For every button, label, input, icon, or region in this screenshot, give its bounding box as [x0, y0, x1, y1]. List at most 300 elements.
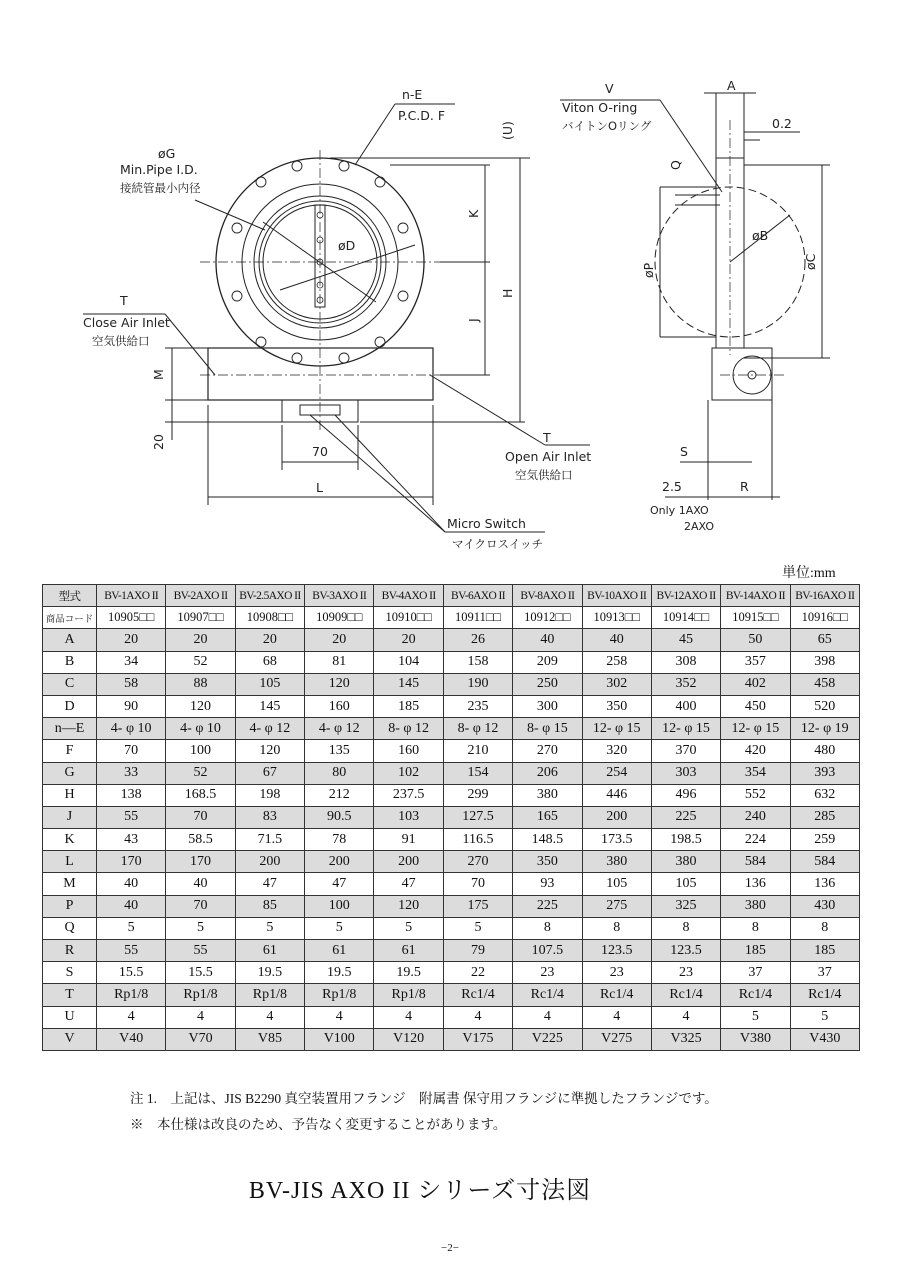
table-cell: 145: [374, 673, 443, 695]
table-cell: 160: [305, 695, 374, 717]
table-row: [43, 940, 860, 962]
table-cell: 93: [513, 873, 582, 895]
table-cell: 15.5: [97, 962, 166, 984]
table-cell: 20: [235, 629, 304, 651]
table-row: [43, 651, 860, 673]
table-cell: 10916□□: [790, 607, 859, 629]
label-l: L: [316, 480, 323, 495]
label-close-air: Close Air Inlet: [83, 315, 170, 330]
table-cell: 308: [651, 651, 720, 673]
table-cell: 8: [721, 917, 790, 939]
label-micro-switch-ja: マイクロスイッチ: [452, 537, 544, 551]
table-cell: 210: [443, 740, 512, 762]
table-cell: BV-10AXO II: [582, 585, 651, 607]
table-cell: 200: [374, 851, 443, 873]
label-min-pipe: Min.Pipe I.D.: [120, 162, 198, 177]
table-cell: Rc1/4: [651, 984, 720, 1006]
table-cell: 105: [582, 873, 651, 895]
table-cell: 259: [790, 829, 859, 851]
table-row: [43, 695, 860, 717]
label-phi-g: øG: [158, 146, 176, 161]
table-cell: 4: [305, 1006, 374, 1028]
table-cell: 70: [97, 740, 166, 762]
row-label: n—E: [43, 718, 97, 740]
table-cell: 70: [166, 806, 235, 828]
table-row: [43, 1006, 860, 1028]
row-label: 型式: [43, 585, 97, 607]
table-cell: BV-14AXO II: [721, 585, 790, 607]
table-cell: V175: [443, 1028, 512, 1050]
table-cell: 85: [235, 895, 304, 917]
label-viton: Viton O-ring: [562, 100, 638, 115]
table-cell: 45: [651, 629, 720, 651]
label-t-open: T: [543, 430, 551, 445]
table-cell: 136: [790, 873, 859, 895]
table-row: [43, 718, 860, 740]
table-cell: 12- φ 19: [790, 718, 859, 740]
table-row: [43, 784, 860, 806]
page-number: −2−: [441, 1242, 459, 1254]
table-cell: 225: [513, 895, 582, 917]
table-cell: 61: [235, 940, 304, 962]
table-cell: V70: [166, 1028, 235, 1050]
label-phi-d: øD: [338, 238, 356, 253]
table-cell: 520: [790, 695, 859, 717]
label-phi-b: øB: [752, 228, 769, 243]
table-cell: BV-2AXO II: [166, 585, 235, 607]
table-cell: V225: [513, 1028, 582, 1050]
table-cell: 102: [374, 762, 443, 784]
table-cell: 120: [166, 695, 235, 717]
table-cell: 584: [790, 851, 859, 873]
table-cell: 300: [513, 695, 582, 717]
table-cell: 8: [513, 917, 582, 939]
label-r: R: [740, 479, 749, 494]
table-cell: 185: [721, 940, 790, 962]
table-cell: 90.5: [305, 806, 374, 828]
table-cell: 15.5: [166, 962, 235, 984]
table-cell: 224: [721, 829, 790, 851]
table-cell: 78: [305, 829, 374, 851]
label-open-air: Open Air Inlet: [505, 449, 592, 464]
table-cell: 70: [166, 895, 235, 917]
table-cell: 107.5: [513, 940, 582, 962]
label-only-1axo: Only 1AXO: [650, 504, 709, 517]
table-cell: V100: [305, 1028, 374, 1050]
table-cell: 10910□□: [374, 607, 443, 629]
table-cell: 158: [443, 651, 512, 673]
table-cell: 270: [443, 851, 512, 873]
table-cell: 104: [374, 651, 443, 673]
table-cell: 270: [513, 740, 582, 762]
table-cell: 58.5: [166, 829, 235, 851]
table-cell: 352: [651, 673, 720, 695]
table-cell: 212: [305, 784, 374, 806]
table-cell: 123.5: [582, 940, 651, 962]
table-cell: V85: [235, 1028, 304, 1050]
label-phi-p: øP: [641, 262, 656, 278]
row-label: G: [43, 762, 97, 784]
table-cell: 5: [721, 1006, 790, 1028]
table-cell: 10915□□: [721, 607, 790, 629]
table-cell: 19.5: [235, 962, 304, 984]
table-cell: 37: [790, 962, 859, 984]
table-cell: V380: [721, 1028, 790, 1050]
table-row: [43, 962, 860, 984]
table-cell: Rp1/8: [235, 984, 304, 1006]
label-phi-c: øC: [803, 253, 818, 270]
table-cell: 20: [305, 629, 374, 651]
table-cell: 40: [513, 629, 582, 651]
table-cell: 8- φ 12: [443, 718, 512, 740]
row-label: C: [43, 673, 97, 695]
table-cell: 250: [513, 673, 582, 695]
table-cell: 91: [374, 829, 443, 851]
table-row: [43, 895, 860, 917]
table-cell: 40: [97, 873, 166, 895]
table-cell: 380: [721, 895, 790, 917]
table-cell: 168.5: [166, 784, 235, 806]
table-cell: 83: [235, 806, 304, 828]
table-cell: 40: [582, 629, 651, 651]
table-cell: 80: [305, 762, 374, 784]
table-cell: 430: [790, 895, 859, 917]
row-label: Q: [43, 917, 97, 939]
table-row: [43, 673, 860, 695]
table-cell: 170: [166, 851, 235, 873]
table-cell: 12- φ 15: [651, 718, 720, 740]
table-cell: 154: [443, 762, 512, 784]
table-cell: 5: [97, 917, 166, 939]
table-cell: 20: [166, 629, 235, 651]
table-cell: 5: [305, 917, 374, 939]
table-cell: 237.5: [374, 784, 443, 806]
table-cell: 120: [374, 895, 443, 917]
table-cell: 4: [374, 1006, 443, 1028]
label-n-e: n-E: [402, 87, 423, 102]
table-cell: 398: [790, 651, 859, 673]
row-label: B: [43, 651, 97, 673]
table-cell: V40: [97, 1028, 166, 1050]
label-open-air-ja: 空気供給口: [515, 468, 573, 482]
table-cell: 235: [443, 695, 512, 717]
table-cell: 10908□□: [235, 607, 304, 629]
row-label: V: [43, 1028, 97, 1050]
table-cell: 5: [443, 917, 512, 939]
table-row: [43, 851, 860, 873]
table-cell: 23: [513, 962, 582, 984]
table-cell: 81: [305, 651, 374, 673]
table-cell: Rc1/4: [513, 984, 582, 1006]
table-cell: 5: [374, 917, 443, 939]
table-cell: 170: [97, 851, 166, 873]
table-cell: 4: [235, 1006, 304, 1028]
table-cell: 200: [235, 851, 304, 873]
table-cell: 198.5: [651, 829, 720, 851]
table-cell: 8- φ 15: [513, 718, 582, 740]
note-1: 注 1. 上記は、JIS B2290 真空装置用フランジ 附属書 保守用フランジに準拠したフランジです。: [130, 1091, 718, 1106]
table-cell: 4: [651, 1006, 720, 1028]
table-cell: 68: [235, 651, 304, 673]
table-cell: 584: [721, 851, 790, 873]
table-cell: 5: [166, 917, 235, 939]
table-cell: 198: [235, 784, 304, 806]
table-cell: 10907□□: [166, 607, 235, 629]
table-cell: 50: [721, 629, 790, 651]
table-row: [43, 829, 860, 851]
table-cell: 148.5: [513, 829, 582, 851]
table-cell: 4- φ 10: [97, 718, 166, 740]
table-cell: 370: [651, 740, 720, 762]
table-cell: 402: [721, 673, 790, 695]
table-row: [43, 917, 860, 939]
table-cell: 10913□□: [582, 607, 651, 629]
row-label: P: [43, 895, 97, 917]
table-cell: V275: [582, 1028, 651, 1050]
table-cell: 165: [513, 806, 582, 828]
table-cell: BV-16AXO II: [790, 585, 859, 607]
row-label: A: [43, 629, 97, 651]
table-cell: 12- φ 15: [582, 718, 651, 740]
table-cell: 10914□□: [651, 607, 720, 629]
label-pcd: P.C.D. F: [398, 108, 446, 123]
table-cell: BV-1AXO II: [97, 585, 166, 607]
table-row: [43, 762, 860, 784]
table-cell: 61: [305, 940, 374, 962]
table-cell: 4: [582, 1006, 651, 1028]
table-cell: 55: [166, 940, 235, 962]
table-cell: 55: [97, 940, 166, 962]
table-cell: 19.5: [305, 962, 374, 984]
table-row: [43, 873, 860, 895]
table-cell: 65: [790, 629, 859, 651]
table-cell: BV-2.5AXO II: [235, 585, 304, 607]
table-cell: 120: [305, 673, 374, 695]
table-row: [43, 740, 860, 762]
table-cell: 393: [790, 762, 859, 784]
table-cell: 4- φ 12: [235, 718, 304, 740]
label-k: K: [466, 209, 481, 218]
table-row: [43, 629, 860, 651]
table-cell: 100: [305, 895, 374, 917]
table-cell: 200: [305, 851, 374, 873]
label-only-2axo: 2AXO: [684, 520, 715, 533]
table-cell: 105: [651, 873, 720, 895]
row-label: S: [43, 962, 97, 984]
unit-label: 単位:mm: [782, 566, 836, 581]
table-cell: 8: [651, 917, 720, 939]
table-cell: 120: [235, 740, 304, 762]
table-cell: BV-8AXO II: [513, 585, 582, 607]
row-label: D: [43, 695, 97, 717]
table-cell: 380: [513, 784, 582, 806]
table-cell: 357: [721, 651, 790, 673]
table-cell: 209: [513, 651, 582, 673]
table-cell: Rc1/4: [790, 984, 859, 1006]
table-cell: BV-4AXO II: [374, 585, 443, 607]
label-micro-switch: Micro Switch: [447, 516, 526, 531]
table-cell: 5: [235, 917, 304, 939]
table-cell: 354: [721, 762, 790, 784]
table-cell: 23: [651, 962, 720, 984]
note-2: ※ 本仕様は改良のため、予告なく変更することがあります。: [130, 1117, 507, 1132]
table-cell: 4: [97, 1006, 166, 1028]
row-label: M: [43, 873, 97, 895]
table-cell: 79: [443, 940, 512, 962]
table-cell: 40: [166, 873, 235, 895]
table-cell: 240: [721, 806, 790, 828]
table-cell: 190: [443, 673, 512, 695]
table-cell: 47: [235, 873, 304, 895]
table-cell: 90: [97, 695, 166, 717]
row-label: U: [43, 1006, 97, 1028]
table-cell: 10909□□: [305, 607, 374, 629]
table-cell: 47: [305, 873, 374, 895]
label-u: (U): [500, 121, 515, 140]
table-cell: 480: [790, 740, 859, 762]
table-cell: 47: [374, 873, 443, 895]
spec-table: [42, 584, 860, 1051]
table-row: [43, 984, 860, 1006]
table-cell: 458: [790, 673, 859, 695]
table-cell: 55: [97, 806, 166, 828]
label-a: A: [727, 78, 736, 93]
label-s: S: [680, 444, 688, 459]
table-cell: BV-6AXO II: [443, 585, 512, 607]
table-cell: 100: [166, 740, 235, 762]
label-0-2: 0.2: [772, 116, 792, 131]
table-cell: 61: [374, 940, 443, 962]
table-cell: 40: [97, 895, 166, 917]
table-cell: 43: [97, 829, 166, 851]
table-cell: 12- φ 15: [721, 718, 790, 740]
table-cell: V430: [790, 1028, 859, 1050]
table-row: [43, 806, 860, 828]
row-label: L: [43, 851, 97, 873]
table-cell: 52: [166, 762, 235, 784]
table-cell: 5: [790, 1006, 859, 1028]
label-t-close: T: [120, 293, 128, 308]
label-j: J: [466, 318, 481, 322]
table-cell: 320: [582, 740, 651, 762]
label-close-air-ja: 空気供給口: [92, 334, 150, 348]
table-cell: 206: [513, 762, 582, 784]
table-row: [43, 607, 860, 629]
table-cell: 258: [582, 651, 651, 673]
table-cell: 4: [513, 1006, 582, 1028]
table-cell: 496: [651, 784, 720, 806]
table-cell: 136: [721, 873, 790, 895]
table-cell: 58: [97, 673, 166, 695]
table-cell: Rc1/4: [721, 984, 790, 1006]
table-cell: 103: [374, 806, 443, 828]
label-q: Q: [668, 160, 683, 170]
table-cell: Rp1/8: [374, 984, 443, 1006]
label-min-pipe-ja: 接続管最小内径: [120, 181, 201, 195]
table-cell: 20: [97, 629, 166, 651]
table-cell: 325: [651, 895, 720, 917]
table-cell: 67: [235, 762, 304, 784]
table-cell: 173.5: [582, 829, 651, 851]
table-cell: Rp1/8: [305, 984, 374, 1006]
table-cell: 185: [374, 695, 443, 717]
table-cell: 225: [651, 806, 720, 828]
table-cell: 33: [97, 762, 166, 784]
table-cell: 22: [443, 962, 512, 984]
table-cell: 400: [651, 695, 720, 717]
table-cell: Rp1/8: [166, 984, 235, 1006]
row-label: 商品コード: [43, 607, 97, 629]
table-cell: 19.5: [374, 962, 443, 984]
table-cell: 450: [721, 695, 790, 717]
table-cell: BV-3AXO II: [305, 585, 374, 607]
table-cell: 160: [374, 740, 443, 762]
table-cell: 446: [582, 784, 651, 806]
table-cell: 275: [582, 895, 651, 917]
label-viton-ja: バイトンOリング: [562, 119, 652, 133]
table-cell: 632: [790, 784, 859, 806]
table-cell: 8- φ 12: [374, 718, 443, 740]
page-title: BV-JIS AXO II シリーズ寸法図: [248, 1178, 592, 1204]
label-20: 20: [151, 434, 166, 450]
table-cell: 8: [582, 917, 651, 939]
table-cell: 175: [443, 895, 512, 917]
table-cell: 52: [166, 651, 235, 673]
table-cell: 299: [443, 784, 512, 806]
table-cell: 8: [790, 917, 859, 939]
table-cell: 552: [721, 784, 790, 806]
table-cell: 350: [582, 695, 651, 717]
table-cell: 380: [651, 851, 720, 873]
table-cell: 4- φ 10: [166, 718, 235, 740]
table-cell: Rc1/4: [443, 984, 512, 1006]
table-cell: 127.5: [443, 806, 512, 828]
table-row: [43, 585, 860, 607]
table-cell: V325: [651, 1028, 720, 1050]
table-cell: 116.5: [443, 829, 512, 851]
row-label: T: [43, 984, 97, 1006]
row-label: K: [43, 829, 97, 851]
table-cell: BV-12AXO II: [651, 585, 720, 607]
table-cell: Rc1/4: [582, 984, 651, 1006]
table-cell: V120: [374, 1028, 443, 1050]
table-cell: 135: [305, 740, 374, 762]
row-label: J: [43, 806, 97, 828]
label-v: V: [605, 81, 614, 96]
table-cell: 10912□□: [513, 607, 582, 629]
label-h: H: [500, 288, 515, 298]
table-cell: 185: [790, 940, 859, 962]
table-row: [43, 1028, 860, 1050]
table-cell: 200: [582, 806, 651, 828]
table-cell: 105: [235, 673, 304, 695]
table-cell: 254: [582, 762, 651, 784]
table-cell: 123.5: [651, 940, 720, 962]
table-cell: 70: [443, 873, 512, 895]
table-cell: 26: [443, 629, 512, 651]
table-cell: 145: [235, 695, 304, 717]
table-cell: 4: [166, 1006, 235, 1028]
row-label: R: [43, 940, 97, 962]
table-cell: 380: [582, 851, 651, 873]
table-cell: 302: [582, 673, 651, 695]
table-cell: 10911□□: [443, 607, 512, 629]
table-cell: 138: [97, 784, 166, 806]
table-cell: 37: [721, 962, 790, 984]
table-cell: 420: [721, 740, 790, 762]
row-label: F: [43, 740, 97, 762]
table-cell: Rp1/8: [97, 984, 166, 1006]
